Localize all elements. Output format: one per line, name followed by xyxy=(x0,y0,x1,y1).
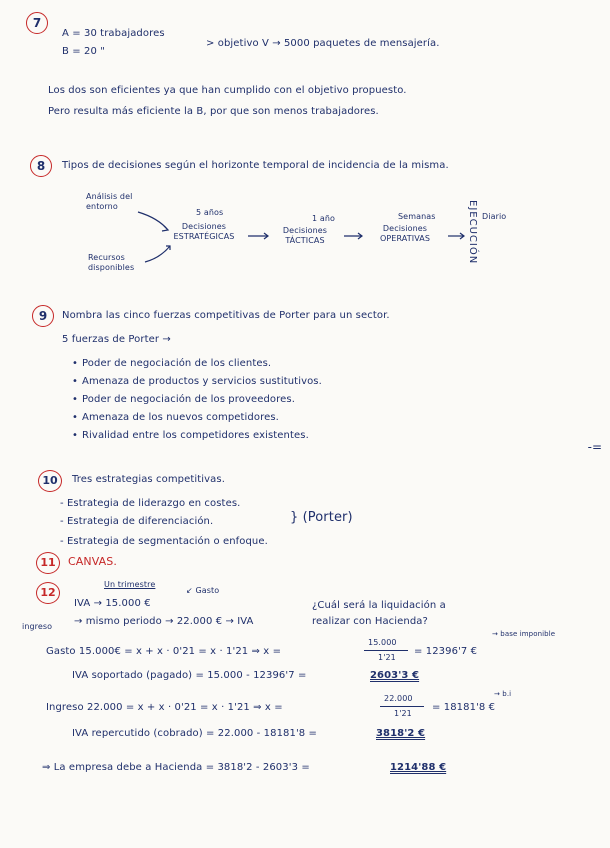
q12-gasto-fraction-bar xyxy=(364,650,408,651)
q8-strategic: Decisiones ESTRATÉGICAS xyxy=(173,222,235,241)
q10-item: - Estrategia de diferenciación. xyxy=(60,516,214,527)
arrow-resources xyxy=(145,246,170,262)
q11-number: 11 xyxy=(36,552,60,574)
q12-bi-note: → b.i xyxy=(494,690,512,698)
q10-brace-label: } (Porter) xyxy=(290,510,353,525)
q9-number: 9 xyxy=(32,305,54,327)
q11-title: CANVAS. xyxy=(68,555,117,568)
q12-iva-line: IVA → 15.000 € xyxy=(74,598,151,609)
page-edge-mark: -= xyxy=(587,440,602,454)
q9-title: Nombra las cinco fuerzas competitivas de Porter para un sector. xyxy=(62,310,390,321)
q8-operative-time: Semanas xyxy=(398,212,436,221)
q12-iva-repercutido: IVA repercutido (cobrado) = 22.000 - 18181'8 = xyxy=(72,728,318,739)
q10-item: - Estrategia de liderazgo en costes. xyxy=(60,498,241,509)
q7-answer-2: Pero resulta más eficiente la B, por que son menos trabajadores. xyxy=(48,106,379,117)
q10-number: 10 xyxy=(38,470,62,492)
q8-tactic: Decisiones TÁCTICAS xyxy=(282,226,328,245)
q12-gasto-den: 1'21 xyxy=(378,653,396,662)
q7-objective: > objetivo V → 5000 paquetes de mensajería. xyxy=(206,38,440,49)
q12-ingreso-result: = 18181'8 € xyxy=(432,702,496,713)
q12-gasto-result: = 12396'7 € xyxy=(414,646,478,657)
q12-final: ⇒ La empresa debe a Hacienda = 3818'2 - 2603'3 = xyxy=(42,762,310,773)
q12-gasto-eq: Gasto 15.000€ = x + x · 0'21 = x · 1'21 ⇒ x = xyxy=(46,646,282,657)
q9-item: • Poder de negociación de los proveedores. xyxy=(82,394,295,406)
q12-ingreso-fraction-bar xyxy=(380,706,424,707)
q8-operative: Decisiones OPERATIVAS xyxy=(379,224,431,243)
q7-a-line: A = 30 trabajadores xyxy=(62,28,165,39)
q8-execution-time: Diario xyxy=(482,212,507,221)
q12-final-result: 1214'88 € xyxy=(390,762,447,773)
q8-title: Tipos de decisiones según el horizonte temporal de incidencia de la misma. xyxy=(62,160,449,171)
q7-b-line: B = 20 " xyxy=(62,46,105,57)
q12-iva-soportado-result: 2603'3 € xyxy=(370,670,420,681)
q12-iva-repercutido-result: 3818'2 € xyxy=(376,728,426,739)
q8-strategic-time: 5 años xyxy=(196,208,224,217)
q9-item: • Amenaza de productos y servicios sustitutivos. xyxy=(82,376,322,388)
q12-trimester: Un trimestre xyxy=(104,580,156,589)
q12-ingreso-den: 1'21 xyxy=(394,709,412,718)
q12-gasto-num: 15.000 xyxy=(368,638,397,647)
q10-item: - Estrategia de segmentación o enfoque. xyxy=(60,536,268,547)
q9-item: • Rivalidad entre los competidores existentes. xyxy=(82,430,309,442)
q8-tactic-time: 1 año xyxy=(312,214,335,223)
q7-answer-1: Los dos son eficientes ya que han cumplido con el objetivo propuesto. xyxy=(48,85,407,96)
arrow-analysis xyxy=(138,212,168,230)
q12-same-period: → mismo periodo → 22.000 € → IVA xyxy=(74,616,254,627)
q9-item: • Poder de negociación de los clientes. xyxy=(82,358,271,370)
q12-gasto-note: ↙ Gasto xyxy=(186,586,220,595)
q12-question-2: realizar con Hacienda? xyxy=(312,616,428,627)
q8-resources: Recursos disponibles xyxy=(88,253,135,272)
q12-question-1: ¿Cuál será la liquidación a xyxy=(312,600,446,611)
q12-ingreso-eq: Ingreso 22.000 = x + x · 0'21 = x · 1'21 ⇒ x = xyxy=(46,702,283,713)
q12-iva-soportado: IVA soportado (pagado) = 15.000 - 12396'7 = xyxy=(72,670,307,681)
q8-execution: EJECUCIÓN xyxy=(467,200,478,265)
q9-item: • Amenaza de los nuevos competidores. xyxy=(82,412,279,424)
q10-title: Tres estrategias competitivas. xyxy=(72,474,225,485)
q12-number: 12 xyxy=(36,582,60,604)
q12-base-note: → base imponible xyxy=(492,630,556,638)
q8-number: 8 xyxy=(30,155,52,177)
q12-ingreso-label: ingreso xyxy=(22,622,53,631)
q9-intro: 5 fuerzas de Porter → xyxy=(62,334,171,345)
q7-number: 7 xyxy=(26,12,48,34)
q12-ingreso-num: 22.000 xyxy=(384,694,413,703)
q8-analysis: Análisis del entorno xyxy=(86,192,133,211)
